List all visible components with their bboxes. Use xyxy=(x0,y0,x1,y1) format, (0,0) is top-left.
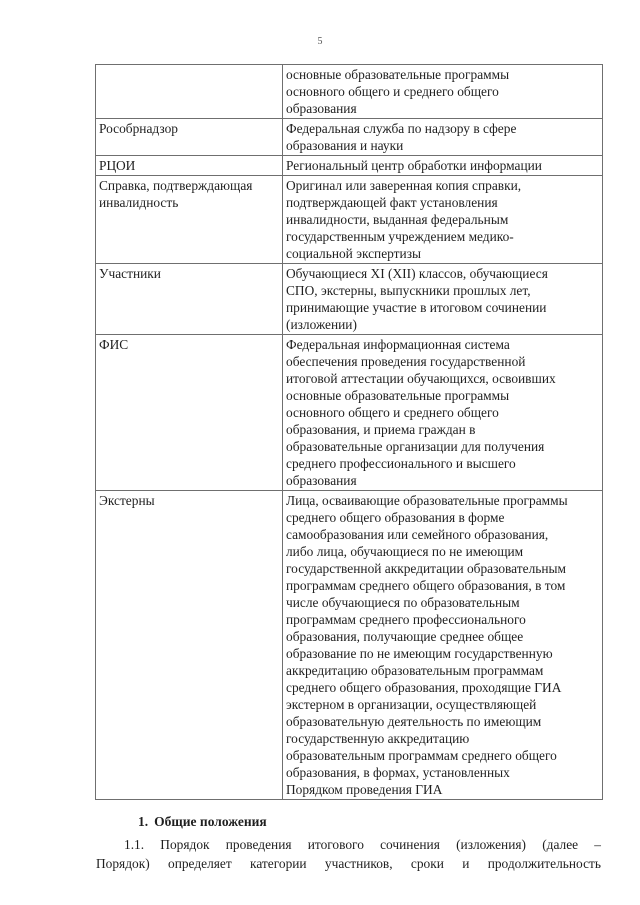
glossary-definition xyxy=(283,156,603,176)
definition-line: образования, и приема граждан в xyxy=(286,422,476,437)
definition-line: среднего общего образования, проходящие ГИА xyxy=(286,680,562,695)
definition-line: основные образовательные программы xyxy=(286,67,510,82)
definition-line: подтверждающей факт установления xyxy=(286,195,498,210)
glossary-table xyxy=(95,64,603,800)
definition-line: Оригинал или заверенная копия справки, xyxy=(286,178,522,193)
definition-line: программам среднего общего образования, в том xyxy=(286,578,566,593)
glossary-term: ФИС xyxy=(96,335,283,491)
definition-line: образования xyxy=(286,473,357,488)
definition-line: Федеральная служба по надзору в сфере xyxy=(286,121,517,136)
definition-line: Порядком проведения ГИА xyxy=(286,782,443,797)
definition-line: среднего общего образования в форме xyxy=(286,510,505,525)
paragraph-line: 1.1. Порядок проведения итогового сочинения (изложения) (далее – xyxy=(124,837,601,852)
glossary-term: Рособрнадзор xyxy=(96,119,283,156)
definition-line: Региональный центр обработки информации xyxy=(286,158,542,173)
definition-line: итоговой аттестации обучающихся, освоивших xyxy=(286,371,556,386)
definition-line: образование по не имеющим государственную xyxy=(286,646,553,661)
glossary-row xyxy=(96,65,603,119)
glossary-row xyxy=(96,176,603,264)
definition-line: образования, в формах, установленных xyxy=(286,765,510,780)
definition-line: (изложении) xyxy=(286,317,357,332)
definition-line: государственной аккредитации образовательным xyxy=(286,561,566,576)
glossary-definition xyxy=(283,119,603,156)
definition-line: инвалидности, выданная федеральным xyxy=(286,212,509,227)
glossary-definition xyxy=(283,491,603,800)
definition-line: программам среднего профессионального xyxy=(286,612,526,627)
definition-line: основные образовательные программы xyxy=(286,388,510,403)
definition-line: аккредитацию образовательным программам xyxy=(286,663,544,678)
glossary-term: Участники xyxy=(96,264,283,335)
paragraph-line: Порядок) определяет категории участников, сроки и продолжительность xyxy=(96,856,601,871)
glossary-definition xyxy=(283,335,603,491)
definition-line: образовательные организации для получения xyxy=(286,439,545,454)
definition-line: образовательную деятельность по имеющим xyxy=(286,714,542,729)
definition-line: основного общего и среднего общего xyxy=(286,405,499,420)
definition-line: образования xyxy=(286,101,357,116)
glossary-definition xyxy=(283,65,603,119)
glossary-row xyxy=(96,264,603,335)
glossary-term: РЦОИ xyxy=(96,156,283,176)
section-number: 1. xyxy=(138,814,149,829)
definition-line: либо лица, обучающиеся по не имеющим xyxy=(286,544,524,559)
glossary-definition xyxy=(283,176,603,264)
glossary-row xyxy=(96,119,603,156)
glossary-row xyxy=(96,491,603,800)
definition-line: Федеральная информационная система xyxy=(286,337,510,352)
definition-line: экстерном в организации, осуществляющей xyxy=(286,697,537,712)
definition-line: обеспечения проведения государственной xyxy=(286,354,526,369)
section-heading xyxy=(138,814,267,830)
glossary-term: Справка, подтверждающая инвалидность xyxy=(96,176,283,264)
definition-line: государственным учреждением медико- xyxy=(286,229,514,244)
definition-line: государственную аккредитацию xyxy=(286,731,470,746)
section-title: Общие положения xyxy=(154,814,267,829)
definition-line: Обучающиеся XI (XII) классов, обучающиеся xyxy=(286,266,548,281)
definition-line: образования и науки xyxy=(286,138,404,153)
definition-line: образования, получающие среднее общее xyxy=(286,629,524,644)
definition-line: самообразования или семейного образования, xyxy=(286,527,549,542)
page-number: 5 xyxy=(317,36,323,47)
glossary-term: Экстерны xyxy=(96,491,283,800)
definition-line: среднего профессионального и высшего xyxy=(286,456,516,471)
definition-line: Лица, осваивающие образовательные программы xyxy=(286,493,568,508)
definition-line: СПО, экстерны, выпускники прошлых лет, xyxy=(286,283,531,298)
glossary-term xyxy=(96,65,283,119)
definition-line: основного общего и среднего общего xyxy=(286,84,499,99)
definition-line: образовательным программам среднего общего xyxy=(286,748,557,763)
definition-line: числе обучающиеся по образовательным xyxy=(286,595,520,610)
glossary-row xyxy=(96,335,603,491)
definition-line: социальной экспертизы xyxy=(286,246,421,261)
definition-line: принимающие участие в итоговом сочинении xyxy=(286,300,547,315)
glossary-row xyxy=(96,156,603,176)
glossary-definition xyxy=(283,264,603,335)
